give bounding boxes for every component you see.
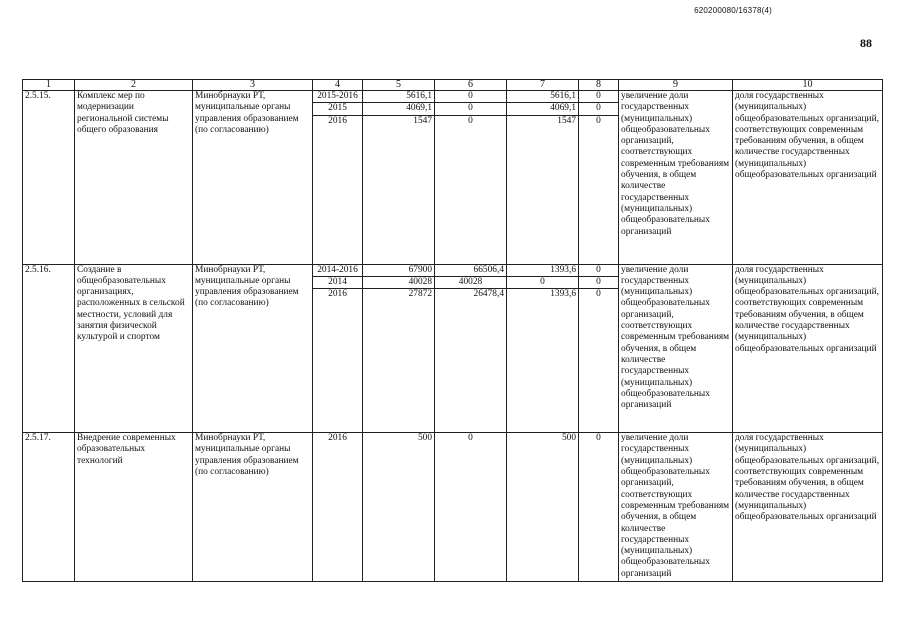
total-cell: 67900 bbox=[363, 264, 435, 276]
republic-cell: 0 bbox=[507, 276, 579, 288]
document-code: 620200080/16378(4) bbox=[694, 6, 772, 15]
federal-cell: 40028 bbox=[435, 276, 507, 288]
local-cell: 0 bbox=[579, 91, 619, 103]
total-cell: 500 bbox=[363, 433, 435, 582]
header-row bbox=[23, 80, 883, 91]
federal-cell: 0 bbox=[435, 115, 507, 264]
col-header-9: 9 bbox=[619, 80, 733, 91]
local-cell: 0 bbox=[579, 115, 619, 264]
item-name: Создание в общеобразовательных организациях, расположенных в сельской местности, условий для занятия физической культурой и спортом bbox=[75, 264, 193, 433]
item-number: 2.5.15. bbox=[23, 91, 75, 265]
year-cell: 2015-2016 bbox=[313, 91, 363, 103]
republic-cell: 5616,1 bbox=[507, 91, 579, 103]
item-target: доля государственных (муниципальных) общеобразовательных организаций, соответствующих современным требованиям обучения, в общем количестве государственных (муниципальных) общеобразовательных организаций bbox=[733, 91, 883, 265]
item-number: 2.5.16. bbox=[23, 264, 75, 433]
local-cell: 0 bbox=[579, 276, 619, 288]
federal-cell: 0 bbox=[435, 103, 507, 115]
item-indicator: увеличение доли государственных (муниципальных) общеобразовательных организаций, соответствующих современным требованиям обучения, в общем количестве государственных (муниципальных) общеобразовательных организаций bbox=[619, 264, 733, 433]
item-executor: Минобрнауки РТ, муниципальные органы управления образованием (по согласованию) bbox=[193, 433, 313, 582]
republic-cell: 1547 bbox=[507, 115, 579, 264]
item-name: Комплекс мер по модернизации региональной системы общего образования bbox=[75, 91, 193, 265]
col-header-4: 4 bbox=[313, 80, 363, 91]
year-cell: 2016 bbox=[313, 433, 363, 582]
page-number: 88 bbox=[860, 36, 872, 50]
year-cell: 2016 bbox=[313, 289, 363, 433]
local-cell: 0 bbox=[579, 289, 619, 433]
year-cell: 2014 bbox=[313, 276, 363, 288]
local-cell: 0 bbox=[579, 433, 619, 582]
republic-cell: 4069,1 bbox=[507, 103, 579, 115]
item-indicator: увеличение доли государственных (муниципальных) общеобразовательных организаций, соответствующих современным требованиям обучения, в общем количестве государственных (муниципальных) общеобразовательных организаций bbox=[619, 91, 733, 265]
item-indicator: увеличение доли государственных (муниципальных) общеобразовательных организаций, соответствующих современным требованиям обучения, в общем количестве государственных (муниципальных) общеобразовательных организаций bbox=[619, 433, 733, 582]
table-row bbox=[23, 433, 883, 582]
col-header-2: 2 bbox=[75, 80, 193, 91]
item-executor: Минобрнауки РТ, муниципальные органы управления образованием (по согласованию) bbox=[193, 91, 313, 265]
local-cell: 0 bbox=[579, 264, 619, 276]
col-header-6: 6 bbox=[435, 80, 507, 91]
item-number: 2.5.17. bbox=[23, 433, 75, 582]
federal-cell: 26478,4 bbox=[435, 289, 507, 433]
item-executor: Минобрнауки РТ, муниципальные органы управления образованием (по согласованию) bbox=[193, 264, 313, 433]
total-cell: 40028 bbox=[363, 276, 435, 288]
federal-cell: 0 bbox=[435, 433, 507, 582]
table-row bbox=[23, 91, 883, 103]
total-cell: 27872 bbox=[363, 289, 435, 433]
republic-cell: 500 bbox=[507, 433, 579, 582]
col-header-1: 1 bbox=[23, 80, 75, 91]
col-header-3: 3 bbox=[193, 80, 313, 91]
col-header-8: 8 bbox=[579, 80, 619, 91]
table-row bbox=[23, 264, 883, 276]
col-header-7: 7 bbox=[507, 80, 579, 91]
year-cell: 2016 bbox=[313, 115, 363, 264]
col-header-5: 5 bbox=[363, 80, 435, 91]
program-table bbox=[22, 79, 883, 582]
republic-cell: 1393,6 bbox=[507, 264, 579, 276]
item-name: Внедрение современных образовательных технологий bbox=[75, 433, 193, 582]
total-cell: 4069,1 bbox=[363, 103, 435, 115]
year-cell: 2014-2016 bbox=[313, 264, 363, 276]
col-header-10: 10 bbox=[733, 80, 883, 91]
item-target: доля государственных (муниципальных) общеобразовательных организаций, соответствующих современным требованиям обучения, в общем количестве государственных (муниципальных) общеобразовательных организаций bbox=[733, 433, 883, 582]
year-cell: 2015 bbox=[313, 103, 363, 115]
federal-cell: 66506,4 bbox=[435, 264, 507, 276]
total-cell: 5616,1 bbox=[363, 91, 435, 103]
federal-cell: 0 bbox=[435, 91, 507, 103]
local-cell: 0 bbox=[579, 103, 619, 115]
republic-cell: 1393,6 bbox=[507, 289, 579, 433]
total-cell: 1547 bbox=[363, 115, 435, 264]
item-target: доля государственных (муниципальных) общеобразовательных организаций, соответствующих современным требованиям обучения, в общем количестве государственных (муниципальных) общеобразовательных организаций bbox=[733, 264, 883, 433]
